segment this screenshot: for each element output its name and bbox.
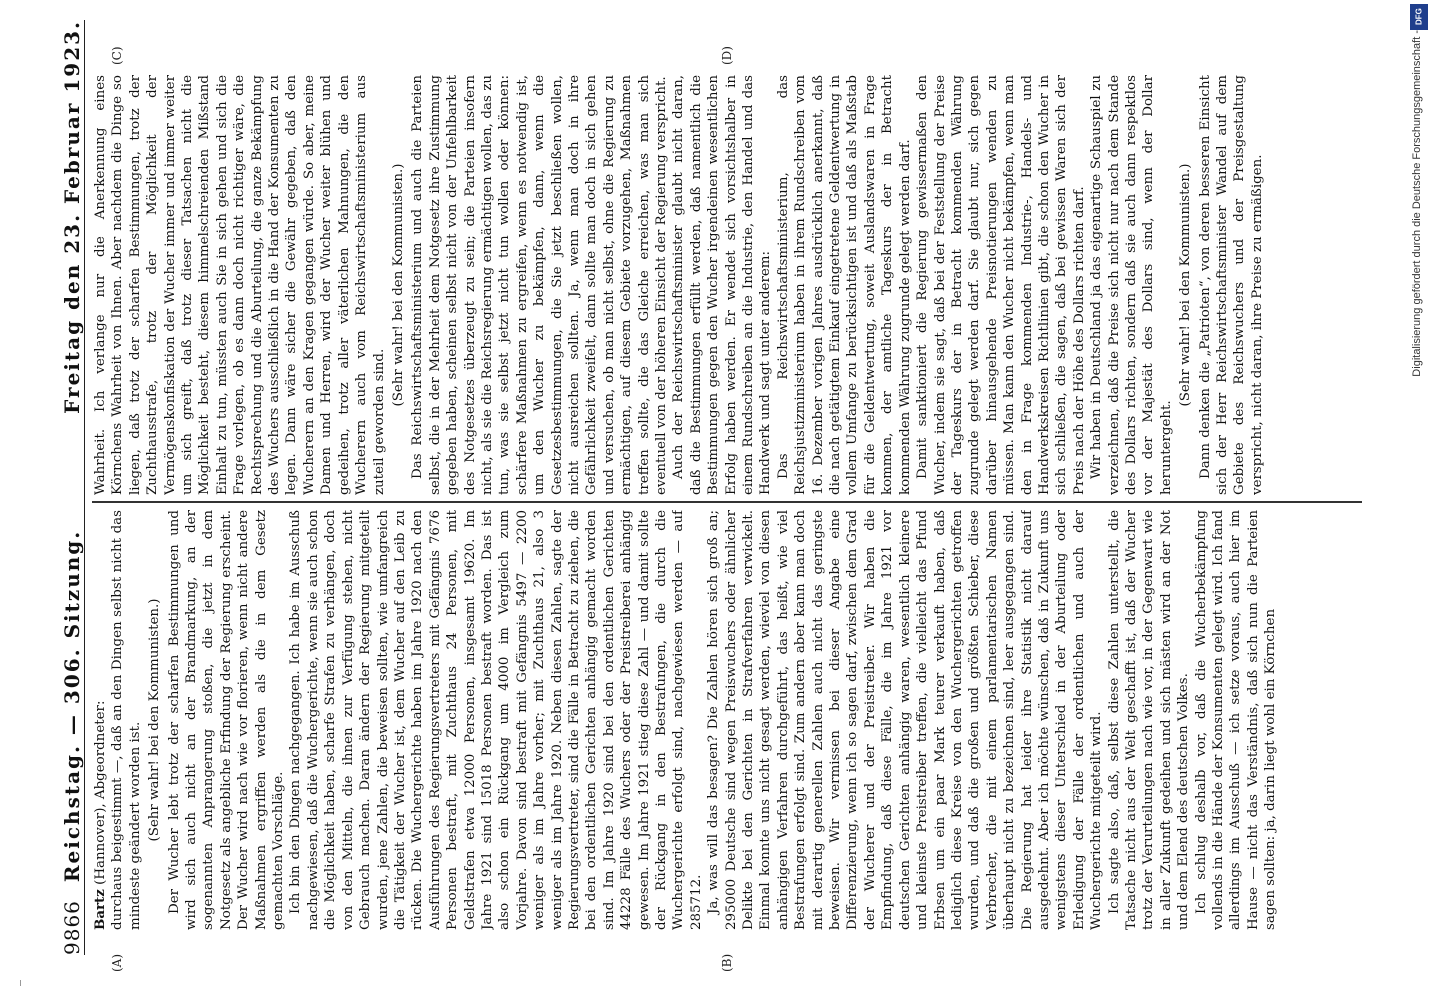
paragraph: Ich bin den Dingen nachgegangen. Ich habe im Ausschuß nachgewiesen, daß die Wuchergerichte, wenn sie auch schon die Möglichkeit haben, scharfe Strafen zu verhängen, doch von den Mitteln, die ihnen zur Verfügung stehen, nicht Gebrauch machen. Daran ändern der Regierung mitgeteilt wurden, jene Zahlen, die beweisen sollten, wie umfangreich die Tätigkeit der Wucher ist, dem Wucher auf den Leib zu rücken. Die Wuchergerichte haben im Jahre 1920 nach den Ausführungen des Regierungsvertreters mit Gefängnis 7676 Personen bestraft, mit Zuchthaus 24 Personen, mit Geldstrafen etwa 12000 Personen, insgesamt 19620. Im Jahre 1921 sind 15018 Personen bestraft worden. Das ist also schon ein Rückgang um 4000 im Vergleich zum Vorjahre. Davon sind bestraft mit Gefängnis 5497 — 2200 weniger als im Jahre vorher; mit Zuchthaus 21, also 3 weniger als im Jahre 1920. Neben diesen Zahlen, sagte der Regierungsvertreter, sind die Fälle in Betracht zu ziehen, die bei den ordentlichen Gerichten anhängig gemacht worden sind. Im Jahre 1920 sind bei den ordentlichen Gerichten 44228 Fälle des Wuchers oder der Preistreiberei anhängig gewesen. Im Jahre 1921 stieg diese Zahl — und damit sollte der Rückgang in den Bestrafungen, die durch die Wuchergerichte erfolgt sind, nachgewiesen werden — auf 285712. [288, 510, 704, 930]
page-header [58, 20, 85, 955]
paragraph: Das Reichswirtschaftsministerium, das Reichsjustizministerium haben in ihrem Rundschreiben vom 16. Dezember vorigen Jahres ausdrücklich anerkannt, daß die nach getätigtem Einkauf eingetretene Geldentwertung in vollem Umfange zu berücksichtigen ist und daß als Maßstab für die Geldentwertung, soweit Auslandswaren in Frage kommen, der amtliche Tageskurs der in Betracht kommenden Währung zugrunde gelegt werden darf. [775, 75, 913, 495]
margin-mark-d: (D) [720, 46, 734, 65]
speaker-line [92, 510, 109, 930]
digitization-credit: Digitalisierung gefördert durch die Deutsche Forschungsgemeinschaft - [1411, 30, 1423, 377]
paragraph: Ja, was will das besagen? Die Zahlen hören sich groß an; 295000 Deutsche sind wegen Preiswuchers oder ähnlicher Delikte bei den Gerichten in Strafverfahren verwickelt. Einmal konnte uns nicht gesagt werden, wieviel von diesen anhängigen Verfahren durchgeführt, das heißt, wie viel Bestrafungen erfolgt sind. Zum andern aber kann man doch mit derartig generellen Zahlen auch nicht das geringste beweisen. Wir vermissen bei dieser Angabe eine Differenzierung, wenn ich so sagen darf, zwischen dem Grad der Wucherer und der Preistreiber. Wir haben die Empfindung, daß diese Fälle, die im Jahre 1921 vor deutschen Gerichten anhängig waren, wesentlich kleinere und kleinste Preistreiber treffen, die vielleicht das Pfund Erbsen um ein paar Mark teurer verkauft haben, daß lediglich diese Kreise von den Wuchergerichten getroffen wurden, und daß die großen und größten Schieber, diese Verbrecher, die mit einem parlamentarischen Namen überhaupt nicht zu bezeichnen sind, leer ausgegangen sind. Die Regierung hat leider ihre Statistik nicht darauf ausgedehnt. Aber ich möchte wünschen, daß in Zukunft uns wenigstens dieser Unterschied in der Aburteilung oder Erledigung der Fälle der ordentlichen und auch der Wuchergerichte mitgeteilt wird. [706, 510, 1105, 930]
paragraph: Wir haben in Deutschland ja das eigenartige Schauspiel zu verzeichnen, daß die Preise sich nicht nur nach dem Stande des Dollars richten, sondern daß sie auch dann respektlos vor der Majestät des Dollars sind, wenn der Dollar heruntergeht. [1089, 75, 1174, 495]
paragraph: Ich schlug deshalb vor, daß die Wucherbekämpfung vollends in die Hände der Konsumenten gelegt wird. Ich fand allerdings im Ausschuß — ich setze voraus, auch hier im Hause — nicht das Verständnis, daß sich nun die Parteien sagen sollten: ja, darin liegt wohl ein Körnchen [1193, 510, 1279, 930]
paragraph: Damit sanktioniert die Regierung gewissermaßen den Wucher, indem sie sagt, daß bei der Feststellung der Preise der Tageskurs der in Betracht kommenden Währung zugrunde gelegt werden darf. Sie glaubt nur, sich gegen darüber hinausgehende Preisnotierungen wenden zu müssen. Man kann den Wucher nicht bekämpfen, wenn man den in Frage kommenden Industrie-, Handels- und Handwerkskreisen Richtlinien gibt, die schon den Wucher in sich schließen, die sagen, daß bei gewissen Waren sich der Preis nach der Höhe des Dollars richten darf. [915, 75, 1087, 495]
paragraph: Auch der Reichswirtschaftsminister glaubt nicht daran, daß die Bestimmungen erfüllt werden, daß namentlich die Bestimmungen gegen den Wucher irgendeinen wesentlichen Erfolg haben werden. Er wendet sich vorsichtshalber in einem Rundschreiben an die Industrie, den Handel und das Handwerk und sagt unter anderem: [671, 75, 774, 495]
margin-mark-a: (A) [110, 953, 124, 972]
dfg-logo: DFG [1410, 4, 1428, 30]
interjection: (Sehr wahr! bei den Kommunisten.) [1178, 163, 1194, 407]
speaker-name: Bartz [92, 889, 108, 930]
running-title: Reichstag. — 306. Sitzung. [60, 529, 84, 883]
margin-mark-b: (B) [720, 953, 734, 972]
page-number: 9866 [60, 900, 84, 955]
paragraph: Das Reichswirtschaftsministerium und auch die Parteien selbst, die in der Mehrheit dem Notgesetz ihre Zustimmung gegeben haben, scheinen selbst nicht von der Unfehlbarkeit des Notgesetzes überzeugt zu sein; die Parteien insofern nicht, als sie die Reichsregierung ermächtigen wollen, das zu tun, was sie selbst jetzt nicht tun wollen oder können: schärfere Maßnahmen zu ergreifen, wenn es notwendig ist, um den Wucher zu bekämpfen, dann, wenn die Gesetzesbestimmungen, die Sie jetzt beschließen wollen, nicht ausreichen sollten. Ja, wenn man doch in ihre Gefährlichkeit zweifelt, dann sollte man doch in sich gehen und versuchen, ob man nicht selbst, ohne die Regierung zu ermächtigen, auf diesem Gebiete vorzugehen, Maßnahmen treffen sollte, die das Gleiche erreichen, was man sich eventuell von der höheren Einsicht der Regierung verspricht. [410, 75, 669, 495]
paragraph: Wahrheit. Ich verlange nur die Anerkennung eines Körnchens Wahrheit von Ihnen. Aber nachdem die Dinge so liegen, daß trotz der scharfen Bestimmungen, trotz der Zuchthausstrafe, trotz der Möglichkeit der Vermögenskonfiskation der Wucher immer und immer weiter um sich greift, daß trotz dieser Tatsachen nicht die Möglichkeit besteht, diesem himmelschreienden Mißstand Einhalt zu tun, müssten auch Sie in sich gehen und sich die Frage vorlegen, ob es dann doch nicht richtiger wäre, die Rechtsprechung und die Aburteilung, die ganze Bekämpfung des Wuchers ausschließlich in die Hand der Konsumenten zu legen. Dann wäre sicher die Gewähr gegeben, daß den Wucherern an den Kragen gegangen würde. So aber, meine Damen und Herren, wird der Wucher weiter blühen und gedeihen, trotz aller väterlichen Mahnungen, die den Wucherern auch vom Reichswirtschaftsministerium aus zuteil geworden sind. [93, 75, 387, 495]
text-column-right [92, 75, 1367, 495]
interjection: (Sehr wahr! bei den Kommunisten.) [390, 163, 406, 407]
paragraph: Ich sagte also, daß, selbst diese Zahlen unterstellt, die Tatsache nicht aus der Welt geschafft ist, daß der Wucher trotz der Verurteilungen nach wie vor, in der Gegenwart wie in aller Zukunft gedeihen und sich mästen wird an der Not und dem Elend des deutschen Volkes. [1106, 510, 1192, 930]
digitization-notice [1406, 0, 1428, 1000]
paragraph: durchaus beigestimmt —, daß an den Dingen selbst nicht das mindeste geändert worden ist. [110, 510, 143, 930]
interjection: (Sehr wahr! bei den Kommunisten.) [147, 598, 163, 842]
speaker-detail: (Hannover), Abgeordneter: [93, 700, 108, 885]
paragraph: Dann denken die „Patrioten“, von deren besseren Einsicht sich der Herr Reichswirtschaftsminister Wandel auf dem Gebiete des Reichswuchers und der Preisgestaltung verspricht, nicht daran, ihre Preise zu ermäßigen. [1197, 75, 1265, 495]
session-date: Freitag den 23. Februar 1923. [60, 20, 84, 414]
paragraph: Der Wucher lebt trotz der scharfen Bestimmungen und wird sich auch nicht an der Brandmarkung, an der sogenannten Anprangerung stoßen, die jetzt in dem Notgesetz als angebliche Erfindung der Regierung erscheint. Der Wucher wird nach wie vor florieren, wenn nicht andere Maßnahmen ergriffen werden als die in dem Gesetz gemachten Vorschläge. [166, 510, 287, 930]
column-divider [92, 502, 1362, 504]
scan-mark [20, 980, 27, 986]
text-column-left [92, 510, 1367, 930]
margin-mark-c: (C) [110, 46, 124, 65]
